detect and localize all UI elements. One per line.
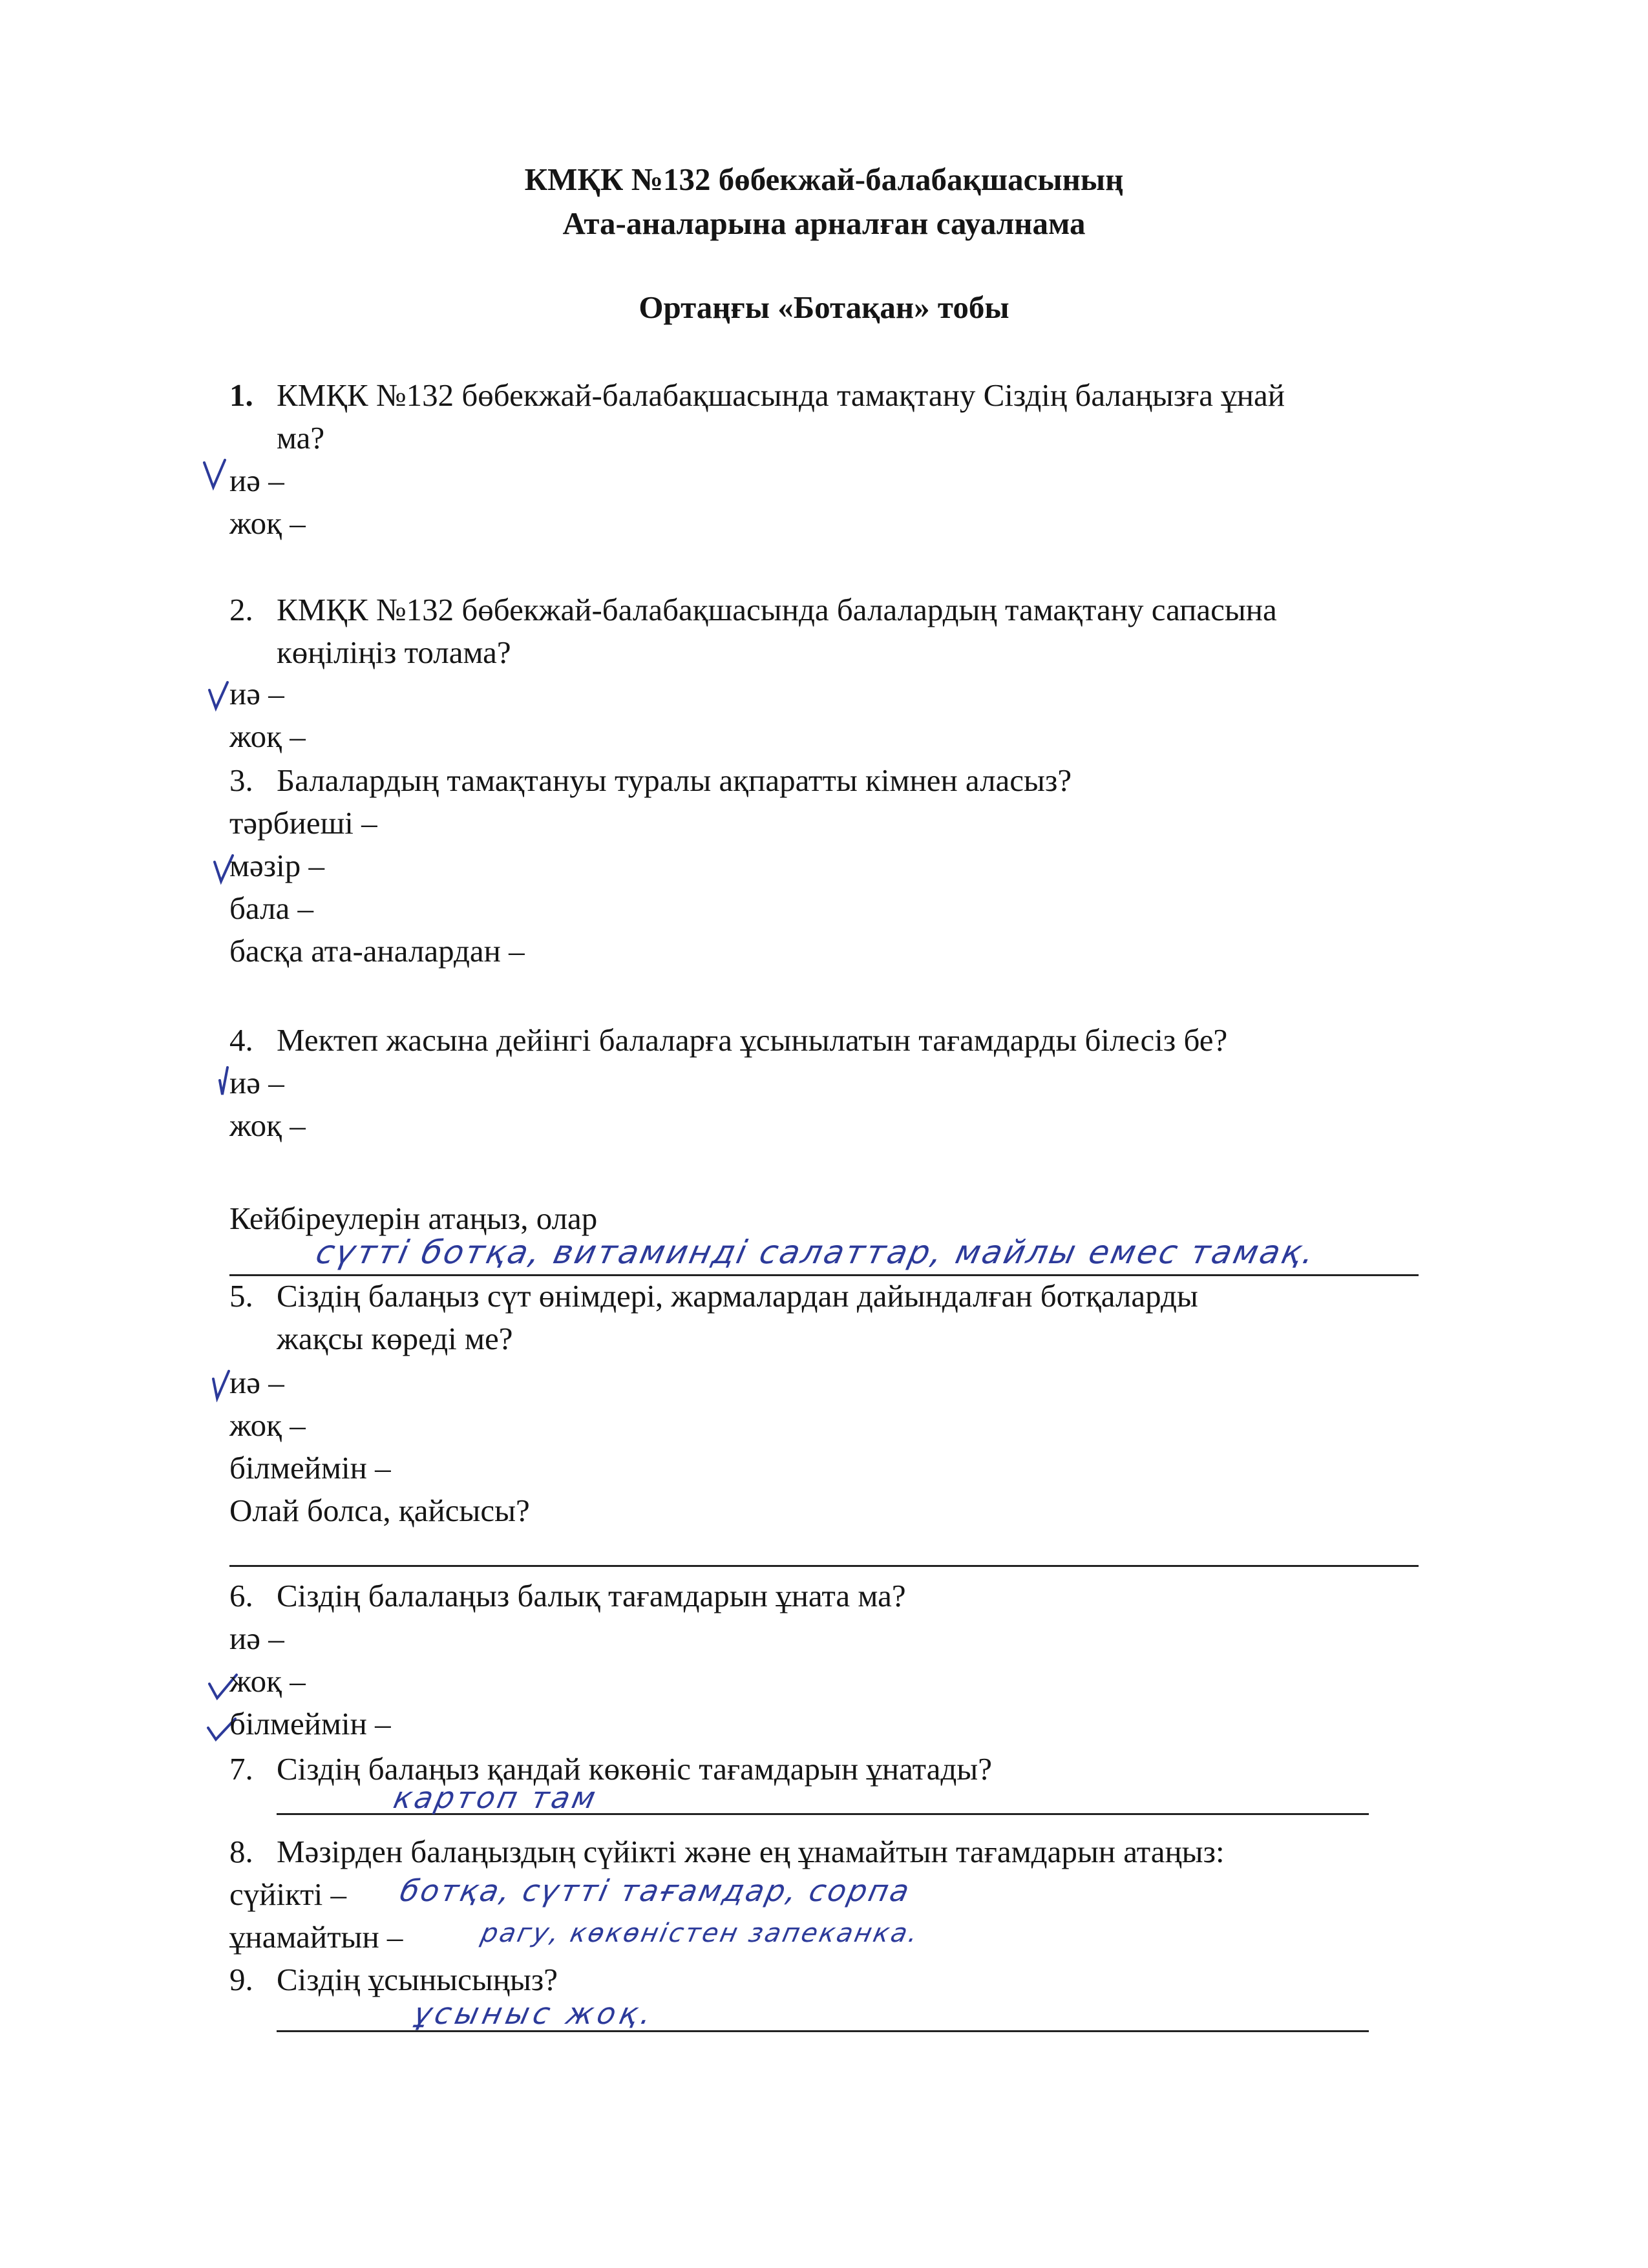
q5-text: Сіздің балаңыз сүт өнімдері, жармалардан дайындалған ботқаларды (277, 1278, 1198, 1314)
q9-number: 9. (229, 1962, 253, 1997)
q2-text-cont: көңіліңіз толама? (277, 635, 511, 670)
q1-text: КМҚК №132 бөбекжай-балабақшасында тамақтану Сіздің балаңызға ұнай (277, 377, 1285, 413)
q8-number: 8. (229, 1834, 253, 1869)
q5-answer-line[interactable] (229, 1565, 1419, 1567)
group-name: Ортаңғы «Ботақан» тобы (639, 289, 1009, 325)
q1-option-yes[interactable]: иә – (229, 463, 284, 498)
q5-option-yes[interactable]: иә – (229, 1365, 284, 1400)
q5-text-cont: жақсы көреді ме? (277, 1321, 513, 1356)
q3-option-menu[interactable]: мәзір – (229, 848, 324, 883)
q3-option-parents[interactable]: басқа ата-аналардан – (229, 933, 525, 969)
q5-option-dontknow[interactable]: білмеймін – (229, 1450, 391, 1486)
q8-liked-label: сүйікті – (229, 1876, 347, 1912)
q9-handwritten-answer: ұсыныс жоқ. (410, 1996, 659, 2031)
title-line-2: Ата-аналарына арналған сауалнама (562, 205, 1086, 241)
checkmark-icon (206, 678, 231, 712)
q7-handwritten-answer: картоп там (390, 1780, 602, 1815)
q8-liked-answer: ботқа, сүтті тағамдар, сорпа (397, 1873, 914, 1908)
q9-text: Сіздің ұсынысыңыз? (277, 1962, 558, 1997)
q2-number: 2. (229, 592, 253, 627)
q1-number: 1. (229, 377, 253, 413)
q2-text: КМҚК №132 бөбекжай-балабақшасында балалардың тамақтану сапасына (277, 592, 1277, 627)
q6-option-yes[interactable]: иә – (229, 1621, 284, 1656)
checkmark-icon (202, 457, 227, 491)
q6-option-no[interactable]: жоқ – (229, 1663, 306, 1699)
q1-text-cont: ма? (277, 420, 325, 456)
q2-option-no[interactable]: жоқ – (229, 719, 306, 754)
q8-disliked-label: ұнамайтын – (229, 1919, 403, 1955)
q2-option-yes[interactable]: иә – (229, 676, 284, 711)
q1-option-no[interactable]: жоқ – (229, 505, 306, 541)
q3-option-child[interactable]: бала – (229, 890, 314, 926)
q6-number: 6. (229, 1578, 253, 1613)
q7-text: Сіздің балаңыз қандай көкөніс тағамдарын ұнатады? (277, 1751, 992, 1787)
q4-followup: Кейбіреулерін атаңыз, олар (229, 1201, 598, 1236)
q6-option-dontknow[interactable]: білмеймін – (229, 1706, 391, 1741)
q8-disliked-answer: рагу, көкөністен запеканка. (478, 1918, 922, 1948)
q4-number: 4. (229, 1022, 253, 1058)
q4-answer-line (229, 1274, 1419, 1276)
q4-option-yes[interactable]: иә – (229, 1065, 284, 1100)
q6-text: Сіздің балалаңыз балық тағамдарын ұната ма? (277, 1578, 906, 1613)
q3-number: 3. (229, 762, 253, 798)
q5-number: 5. (229, 1278, 253, 1314)
q4-handwritten-answer: сүтті ботқа, витаминді салаттар, майлы емес тамақ. (312, 1234, 1320, 1271)
q7-number: 7. (229, 1751, 253, 1787)
q5-followup: Олай болса, қайсысы? (229, 1493, 530, 1528)
q5-option-no[interactable]: жоқ – (229, 1407, 306, 1443)
q3-option-teacher[interactable]: тәрбиеші – (229, 805, 377, 841)
q4-text: Мектеп жасына дейінгі балаларға ұсынылатын тағамдарды білесіз бе? (277, 1022, 1228, 1058)
q4-option-no[interactable]: жоқ – (229, 1108, 306, 1143)
q8-text: Мәзірден балаңыздың сүйікті және ең ұнамайтын тағамдарын атаңыз: (277, 1834, 1225, 1869)
q3-text: Балалардың тамақтануы туралы ақпаратты кімнен аласыз? (277, 762, 1072, 798)
title-line-1: КМҚК №132 бөбекжай-балабақшасының (524, 162, 1124, 197)
